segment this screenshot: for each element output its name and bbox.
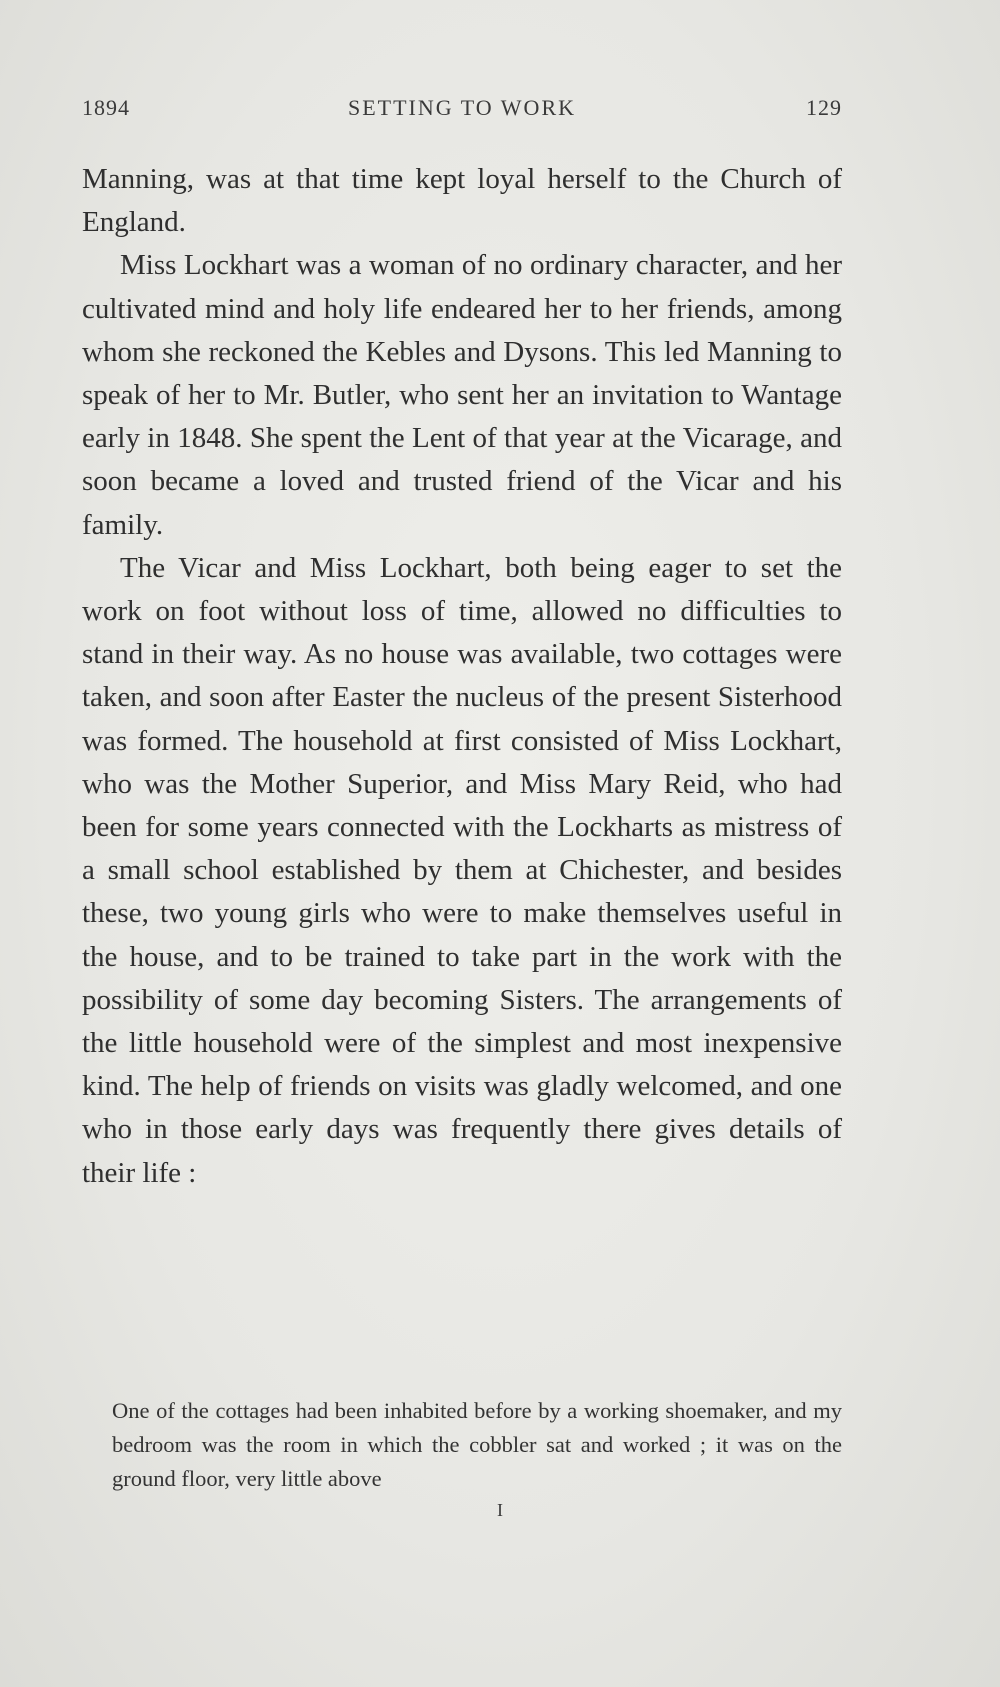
body-text [82,158,842,1195]
signature-mark: I [497,1500,503,1520]
header-year: 1894 [82,95,130,120]
paragraph-vicar: The Vicar and Miss Lockhart, both being eager to set the work on foot without loss of time, allowed no difficulties to stand in their way. As no house was available, two cottages were taken, and soon after Easter the nucleus of the present Sisterhood was formed. The household at first consisted of Miss Lockhart, who was the Mother Superior, and Miss Mary Reid, who had been for some years connected with the Lockharts as mistress of a small school established by them at Chichester, and besides these, two young girls who were to make themselves useful in the house, and to be trained to take part in the work with the possibility of some day becoming Sisters. The arrangements of the little household were of the simplest and most inexpensive kind. The help of friends on visits was gladly welcomed, and one who in those early days was frequently there gives details of their life : [82,551,842,1189]
paragraph-miss-lockhart: Miss Lockhart was a woman of no ordinary character, and her cultivated mind and holy life endeared her to her friends, among whom she reckoned the Kebles and Dysons. This led Manning to speak of her to Mr. Butler, who sent her an invitation to Wantage early in 1848. She spent the Lent of that year at the Vicarage, and soon became a loved and trusted friend of the Vicar and his family. [82,249,842,541]
page-number: 129 [806,95,842,120]
running-head [82,95,842,129]
quote-text: One of the cottages had been inhabited before by a working shoemaker, and my bedroom was the room in which the cobbler sat and worked ; it was on the ground floor, very little above [112,1398,842,1491]
header-title: SETTING TO WORK [348,95,576,120]
block-quote [112,1394,842,1496]
paragraph-continued: Manning, was at that time kept loyal herself to the Church of England. [82,163,842,239]
